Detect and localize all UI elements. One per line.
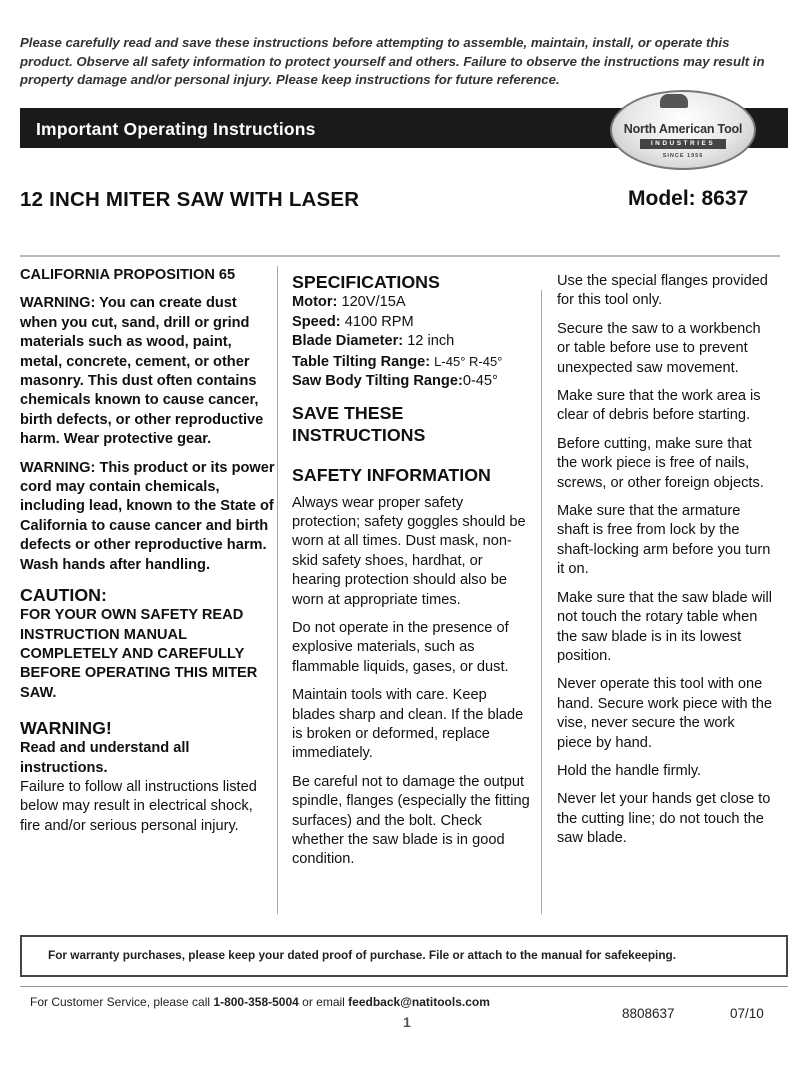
spec-label: Motor: [292,294,338,310]
page-number: 1 [403,1014,411,1030]
safety-paragraph: Make sure that the saw blade will not touch the rotary table when the saw blade is in its lowest position. [557,589,772,664]
safety-paragraph: Maintain tools with care. Keep blades sharp and clean. If the blade is broken or deformed, replace immediately. [292,687,524,762]
safety-paragraph: Do not operate in the presence of explosive materials, such as flammable liquids, gases, or dust. [292,619,509,675]
safety-paragraph: Hold the handle firmly. [557,762,702,779]
lead-warning: WARNING: This product or its power cord may contain chemicals, including lead, known to the State of California to cause cancer and birth defects or other reproductive harm. Wash hands after handling. [20,459,275,573]
spec-value: 12 inch [407,333,455,349]
customer-service-line [30,995,490,1009]
safety-paragraph: Make sure that the armature shaft is free from lock by the shaft-locking arm before you turn it on. [557,503,771,578]
safety-paragraph: Use the special flanges provided for this tool only. [557,273,768,309]
safety-paragraph: Make sure that the work area is clear of debris before starting. [557,388,761,424]
column-divider-2 [541,290,542,914]
caution-text: FOR YOUR OWN SAFETY READ INSTRUCTION MANUAL COMPLETELY AND CAREFULLY BEFORE OPERATING THIS MITER SAW. [20,607,258,701]
logo-since: SINCE 1956 [662,153,704,159]
safety-paragraph: Secure the saw to a workbench or table before use to prevent unexpected saw movement. [557,320,761,376]
revision-date: 07/10 [730,1006,764,1021]
logo-name: North American Tool [623,122,743,136]
safety-paragraph: Never operate this tool with one hand. Secure work piece with the vise, never secure the work piece by hand. [557,676,772,751]
logo-industries: INDUSTRIES [640,139,726,149]
footer-divider [20,986,788,987]
dust-warning: WARNING: You can create dust when you cut, sand, drill or grind materials such as wood, paint, metal, concrete, cement, or other masonry. This dust often contains chemicals known to cause cancer, birth defects, or other reproductive harm. Wear protective gear. [20,295,264,448]
model-number: Model: 8637 [628,187,749,210]
spec-label: Blade Diameter: [292,333,404,349]
caution-heading: CAUTION: [20,585,107,606]
intro-notice: Please carefully read and save these instructions before attempting to assemble, maintain, install, or operate this product. Observe all safety information to protect yourself and others. Failure to observe the instructions may result in property damage and/or personal injury. Please keep instructions for future reference. [20,35,765,87]
spec-row [292,313,532,333]
column-2 [292,271,532,879]
email-link[interactable]: feedback@natitools.com [348,995,490,1009]
warning-text: Failure to follow all instructions listed below may result in electrical shock, fire and/or serious personal injury. [20,778,257,834]
column-divider-1 [277,266,278,914]
safety-paragraph: Never let your hands get close to the cutting line; do not touch the saw blade. [557,791,771,847]
column-1 [20,266,275,836]
footer-prefix: For Customer Service, please call [30,995,214,1009]
spec-label: Speed: [292,313,341,330]
footer-middle: or email [298,995,349,1009]
safety-paragraph: Be careful not to damage the output spindle, flanges (especially the fitting surfaces) and the bolt. Check whether the saw blade is in good condition. [292,773,530,868]
spec-value: 120V/15A [341,294,406,310]
spec-value: 4100 RPM [344,313,414,330]
phone-number[interactable]: 1-800-358-5004 [213,995,299,1009]
company-logo [610,90,756,170]
spec-label: Table Tilting Range: [292,353,431,370]
spec-value: L-45° R-45° [434,353,503,369]
warning-bold-text: Read and understand all instructions. [20,740,190,776]
safety-information-heading: SAFETY INFORMATION [292,464,491,485]
safety-paragraph: Always wear proper safety protection; safety goggles should be worn at all times. Dust mask, non-skid safety shoes, hardhat, or hearing protection should also be worn at appropriate times. [292,494,526,608]
spec-value: 0-45° [462,373,498,389]
spec-row [292,352,532,373]
logo-badge-icon [660,94,688,108]
spec-label: Saw Body Tilting Range: [292,373,463,389]
part-number: 8808637 [622,1006,675,1021]
prop65-heading: CALIFORNIA PROPOSITION 65 [20,267,236,283]
spec-row [292,332,532,352]
specifications-list [292,293,532,392]
title-divider [20,255,780,257]
warranty-notice-box [20,935,788,977]
warranty-notice: For warranty purchases, please keep your dated proof of purchase. File or attach to the manual for safekeeping. [48,948,677,962]
safety-paragraph: Before cutting, make sure that the work piece is free of nails, screws, or other foreign objects. [557,435,764,491]
spec-row [292,293,532,313]
banner-title: Important Operating Instructions [36,119,316,139]
warning-heading: WARNING! [20,718,112,739]
specifications-heading: SPECIFICATIONS [292,272,440,292]
save-instructions-heading: SAVE THESE INSTRUCTIONS [292,402,426,445]
column-3 [557,272,772,858]
product-title: 12 INCH MITER SAW WITH LASER [20,188,360,211]
spec-row [292,372,532,392]
